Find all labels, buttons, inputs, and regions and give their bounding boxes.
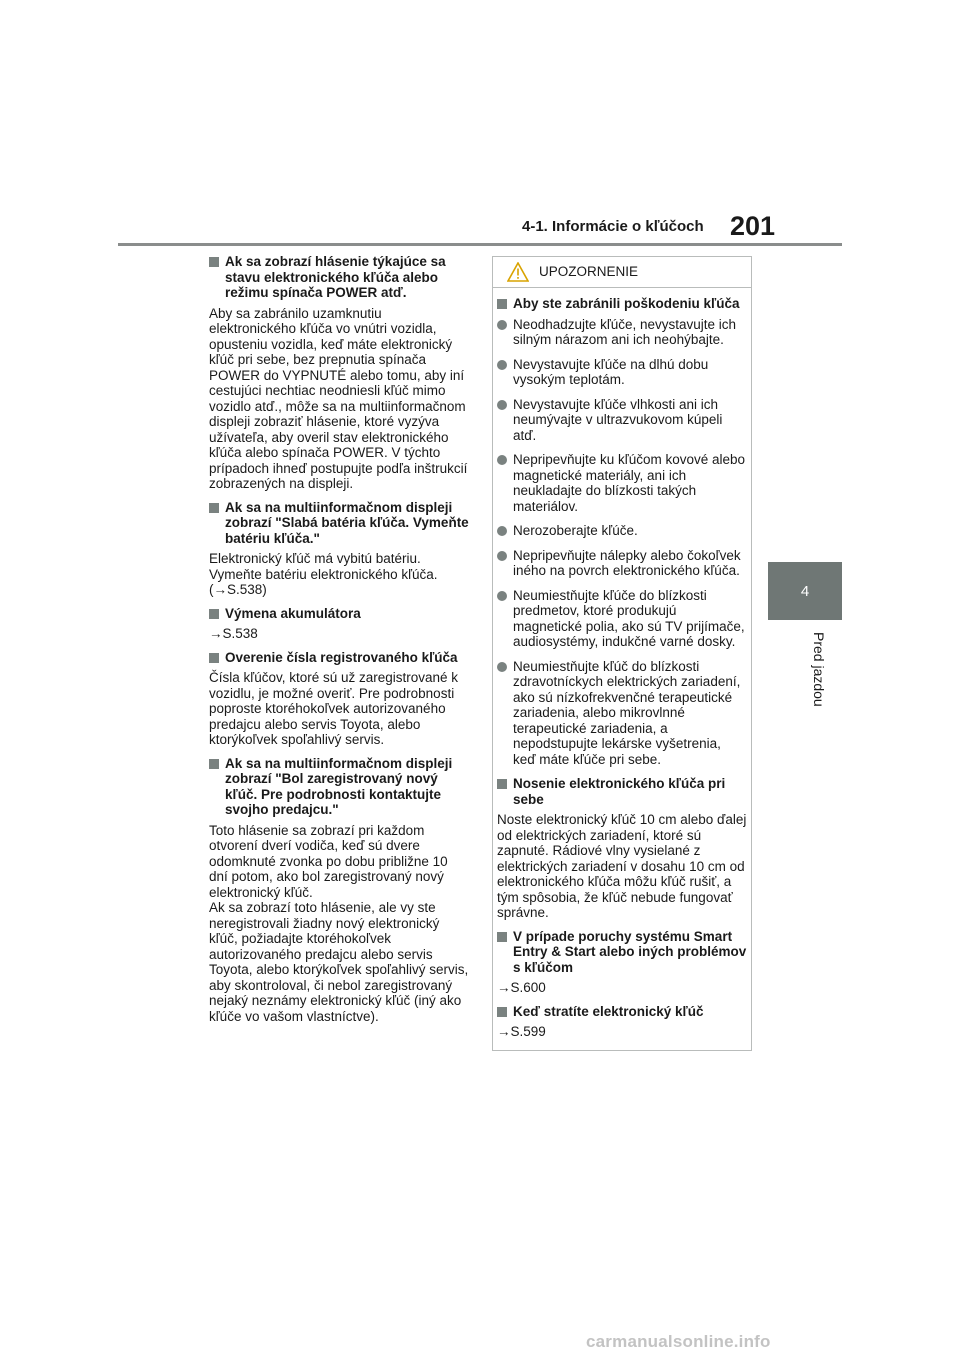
heading-text: Výmena akumulátora [225,605,361,621]
section-heading [209,606,469,622]
section-heading [209,254,469,301]
square-bullet-icon [497,932,507,942]
heading-text: Ak sa zobrazí hlásenie týkajúce sa stavu elektronického kľúča alebo režimu spínača POWER atď. [225,254,446,300]
list-item-text: Nerozoberajte kľúče. [513,523,638,538]
section-heading [497,296,747,312]
list-item-text: Neumiestňujte kľúč do blízkosti zdravotníckych elektrických zariadení, ako sú nízkofrekvenčné terapeutické zariadenia, alebo mikrovlnné terapeutické zariadenia, a nepodstupujte lekárske vyšetrenia, keď máte kľúče pri sebe. [513,658,741,767]
heading-text: Aby ste zabránili poškodeniu kľúča [513,296,740,311]
round-bullet-icon [497,526,507,536]
section-heading [497,1004,747,1020]
list-item [497,452,747,514]
square-bullet-icon [497,779,507,789]
watermark: carmanualsonline.info [586,1332,771,1351]
square-bullet-icon [497,299,507,309]
section-heading [497,776,747,807]
warning-header [493,257,751,288]
list-item-text: Nevystavujte kľúče na dlhú dobu vysokým teplotám. [513,356,709,387]
header-divider [118,243,842,246]
chapter-number: 4 [800,582,810,600]
section-heading [209,756,469,818]
list-item-text: Nepripevňujte nálepky alebo čokoľvek iného na povrch elektronického kľúča. [513,547,741,578]
paragraph: Ak sa zobrazí toto hlásenie, ale vy ste neregistrovali žiadny nový elektronický kľúč, požiadajte ktoréhokoľvek autorizovaného predajcu alebo servis Toyota, alebo ktorýkoľvek spoľahlivý servis, aby skontroloval, či nebol zaregistrovaný nejaký neznámy elektronický kľúč (iný ako kľúče vo vašom vlastníctve). [209,900,469,1024]
round-bullet-icon [497,360,507,370]
page-reference-link[interactable]: →S.538 [209,626,258,641]
round-bullet-icon [497,662,507,672]
list-item [497,397,747,444]
paragraph: Čísla kľúčov, ktoré sú už zaregistrované k vozidlu, je možné overiť. Pre podrobnosti poproste ktoréhokoľvek autorizovaného predajcu alebo servis Toyota, alebo ktorýkoľvek spoľahlivý servis. [209,670,459,747]
list-item-text: Nepripevňujte ku kľúčom kovové alebo magnetické materiály, ani ich neukladajte do blízkosti takých materiálov. [513,452,746,514]
list-item-text: Nevystavujte kľúče vlhkosti ani ich neumývajte v ultrazvukovom kúpeli atď. [513,396,723,443]
heading-text: Ak sa na multiinformačnom displeji zobrazí "Bol zaregistrovaný nový kľúč. Pre podrobnosti kontaktujte svojho predajcu." [225,755,453,817]
section-heading [209,650,469,666]
round-bullet-icon [497,455,507,465]
list-item [497,588,747,650]
section-title: 4-1. Informácie o kľúčoch [522,218,704,235]
chapter-title: Pred jazdou [811,632,827,707]
left-column [209,254,469,1032]
list-item-text: Neodhadzujte kľúče, nevystavujte ich silným nárazom ani ich neohýbajte. [513,316,737,347]
list-item [497,317,747,348]
warning-column [492,256,750,1051]
round-bullet-icon [497,551,507,561]
paragraph: Elektronický kľúč má vybitú batériu. Vymeňte batériu elektronického kľúča. (→S.538) [209,551,438,597]
list-item-text: Neumiestňujte kľúče do blízkosti predmetov, ktoré produkujú magnetické polia, ako sú TV prijímače, audiosystémy, indukčné varné dosky. [513,587,745,649]
list-item [497,357,747,388]
page-reference-link[interactable]: →S.600 [497,980,546,995]
square-bullet-icon [209,503,219,513]
heading-text: Keď stratíte elektronický kľúč [513,1003,704,1019]
warning-title: UPOZORNENIE [539,264,639,280]
page-number: 201 [730,211,776,241]
square-bullet-icon [497,1007,507,1017]
square-bullet-icon [209,759,219,769]
section-heading [497,929,747,976]
warning-triangle-icon [507,262,529,282]
heading-text: Nosenie elektronického kľúča pri sebe [513,776,726,807]
list-item [497,659,747,768]
warning-box [492,256,752,1051]
round-bullet-icon [497,400,507,410]
square-bullet-icon [209,653,219,663]
paragraph: Noste elektronický kľúč 10 cm alebo ďalej od elektrických zariadení, ktoré sú zapnuté. Rádiové vlny vysielané z elektrických zariadení v dosahu 10 cm od elektronického kľúča môžu kľúč rušiť, a tým spôsobia, že kľúč nebude fungovať správne. [497,812,747,920]
list-item [497,523,747,539]
list-item [497,548,747,579]
heading-text: Ak sa na multiinformačnom displeji zobrazí "Slabá batéria kľúča. Vymeňte batériu kľúča." [225,499,469,546]
warning-body [493,288,751,1050]
square-bullet-icon [209,609,219,619]
round-bullet-icon [497,320,507,330]
section-heading [209,500,469,547]
paragraph: Toto hlásenie sa zobrazí pri každom otvorení dverí vodiča, keď sú dvere odomknuté zvonka po dobu približne 10 dní potom, ako bol zaregistrovaný nový elektronický kľúč. [209,822,448,900]
page-reference-link[interactable]: →S.599 [497,1024,546,1039]
round-bullet-icon [497,591,507,601]
heading-text: V prípade poruchy systému Smart Entry & Start alebo iných problémov s kľúčom [513,928,747,975]
square-bullet-icon [209,257,219,267]
paragraph: Aby sa zabránilo uzamknutiu elektronického kľúča vo vnútri vozidla, opusteniu vozidla, keď máte elektronický kľúč pri sebe, bez prepnutia spínača POWER do VYPNUTÉ alebo tomu, aby iní cestujúci nechtiac neodniesli kľúč mimo vozidlo atď., môže sa na multiinformačnom displeji zobraziť hlásenie, ktoré vyzýva užívateľa, aby overil stav elektronického kľúča alebo spínača POWER. V týchto prípadoch ihneď postupujte podľa inštrukcií zobrazených na displeji. [209,305,468,491]
chapter-tab [768,562,842,620]
heading-text: Overenie čísla registrovaného kľúča [225,649,458,665]
